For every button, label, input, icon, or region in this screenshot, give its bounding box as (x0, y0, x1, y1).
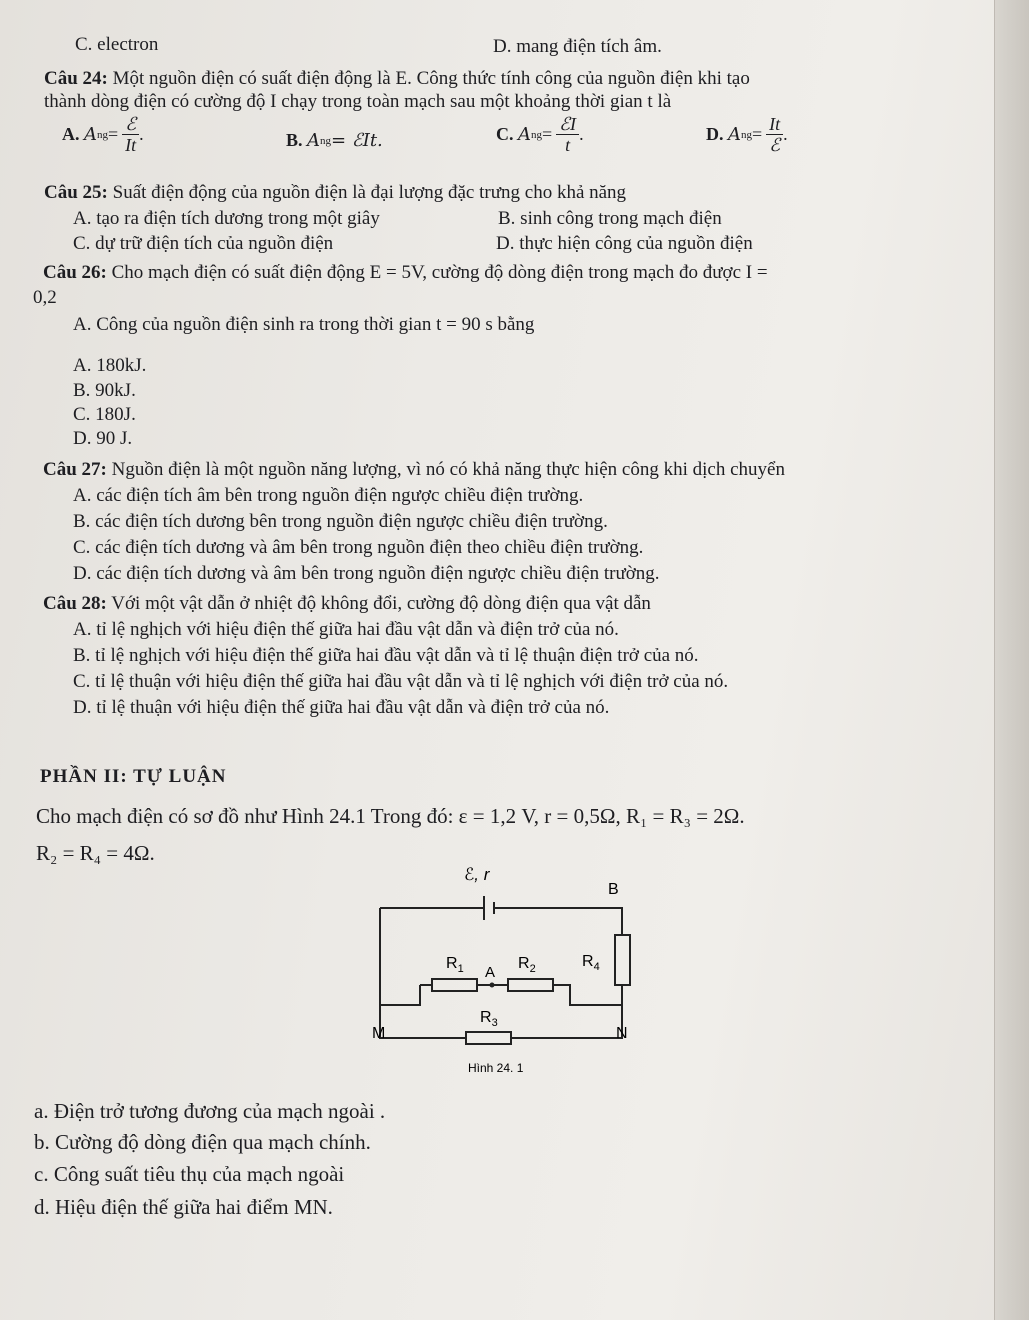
q27-option-c: C. các điện tích dương và âm bên trong nguồn điện theo chiều điện trường. (73, 537, 644, 558)
q28-option-d: D. tỉ lệ thuận với hiệu điện thế giữa hai đầu vật dẫn và điện trở của nó. (73, 697, 610, 718)
q25-option-b: B. sinh công trong mạch điện (498, 208, 722, 229)
q27-option-d: D. các điện tích dương và âm bên trong nguồn điện ngược chiều điện trường. (73, 563, 660, 584)
resistor-r3 (466, 1032, 511, 1044)
resistor-r1 (432, 979, 477, 991)
q26-option-c: C. 180J. (73, 404, 136, 425)
resistor-r4 (615, 935, 630, 985)
circuit-diagram (360, 860, 650, 1085)
label-r3: $R_3$ (480, 1009, 498, 1029)
q26-stem-line3: A. Công của nguồn điện sinh ra trong thời gian t = 90 s bằng (73, 314, 535, 335)
part2-question-c: c. Công suất tiêu thụ của mạch ngoài (34, 1162, 345, 1186)
part2-intro-line2: R₂ = R₄ = 4Ω. (36, 841, 155, 865)
part2-question-d: d. Hiệu điện thế giữa hai điểm MN. (34, 1195, 333, 1219)
q27-option-b: B. các điện tích dương bên trong nguồn điện ngược chiều điện trường. (73, 511, 608, 532)
q24-option-b: B. A ng = ℰIt. (286, 130, 383, 151)
q26-option-a: A. 180kJ. (73, 355, 147, 376)
node-a (490, 983, 495, 988)
label-b: B (608, 881, 619, 898)
label-r2: $R_2$ (518, 955, 536, 975)
q24-stem-line2: thành dòng điện có cường độ I chạy trong toàn mạch sau một khoảng thời gian t là (44, 91, 672, 112)
q28-option-a: A. tỉ lệ nghịch với hiệu điện thế giữa hai đầu vật dẫn và điện trở của nó. (73, 619, 619, 640)
q25-option-a: A. tạo ra điện tích dương trong một giây (73, 208, 380, 229)
q26-option-d: D. 90 J. (73, 428, 133, 449)
next-page-edge (994, 0, 1029, 1320)
q26-option-b: B. 90kJ. (73, 380, 136, 401)
figure-caption: Hình 24. 1 (468, 1061, 524, 1075)
label-r1: $R_1$ (446, 955, 464, 975)
q28-stem: Câu 28: Với một vật dẫn ở nhiệt độ không đổi, cường độ dòng điện qua vật dẫn (43, 593, 651, 614)
part2-question-a: a. Điện trở tương đương của mạch ngoài . (34, 1099, 386, 1123)
q24-stem-line1: Câu 24: Một nguồn điện có suất điện động là E. Công thức tính công của nguồn điện khi tạo (44, 68, 750, 89)
part2-intro-line1: Cho mạch điện có sơ đồ như Hình 24.1 Trong đó: ε = 1,2 V, r = 0,5Ω, R₁ = R₃ = 2Ω. (36, 804, 745, 828)
wire-r3-right (511, 1005, 622, 1038)
q28-option-b: B. tỉ lệ nghịch với hiệu điện thế giữa hai đầu vật dẫn và tỉ lệ thuận điện trở của nó. (73, 645, 699, 666)
label-m: M (372, 1025, 386, 1042)
q23-option-c: C. electron (75, 34, 159, 55)
wire-r3-left (380, 1005, 466, 1038)
q23-option-d: D. mang điện tích âm. (493, 36, 662, 57)
q25-stem: Câu 25: Suất điện động của nguồn điện là đại lượng đặc trưng cho khả năng (44, 182, 627, 203)
q27-option-a: A. các điện tích âm bên trong nguồn điện ngược chiều điện trường. (73, 485, 584, 506)
label-r4: $R_4$ (582, 953, 600, 973)
label-a: A (485, 964, 496, 981)
wire-branch-left (380, 985, 420, 1005)
q26-stem-line2: 0,2 (33, 287, 57, 308)
q24-option-d: D. A ng = $\frac{It}{\text{ℰ}}$ . (706, 114, 788, 155)
part2-heading: PHẦN II: TỰ LUẬN (40, 766, 227, 787)
resistor-r2 (508, 979, 553, 991)
q27-stem: Câu 27: Nguồn điện là một nguồn năng lượng, vì nó có khả năng thực hiện công khi dịch chuyển (43, 459, 785, 480)
q28-option-c: C. tỉ lệ thuận với hiệu điện thế giữa hai đầu vật dẫn và tỉ lệ nghịch với điện trở của nó. (73, 671, 729, 692)
q24-option-c: C. A ng = $\frac{\text{ℰI}}{t}$ . (496, 114, 584, 155)
label-source: ℰ, r (464, 865, 490, 884)
q25-option-c: C. dự trữ điện tích của nguồn điện (73, 233, 334, 254)
q25-option-d: D. thực hiện công của nguồn điện (496, 233, 753, 254)
wire-top-right (494, 908, 622, 935)
wire-branch-right (553, 985, 622, 1005)
q26-stem-line1: Câu 26: Cho mạch điện có suất điện động E = 5V, cường độ dòng điện trong mạch đo được I = (43, 262, 768, 283)
q24-option-a: A. A ng = $\frac{\text{ℰ}}{It}$ . (62, 114, 144, 155)
label-n: N (616, 1025, 628, 1042)
part2-question-b: b. Cường độ dòng điện qua mạch chính. (34, 1130, 371, 1154)
